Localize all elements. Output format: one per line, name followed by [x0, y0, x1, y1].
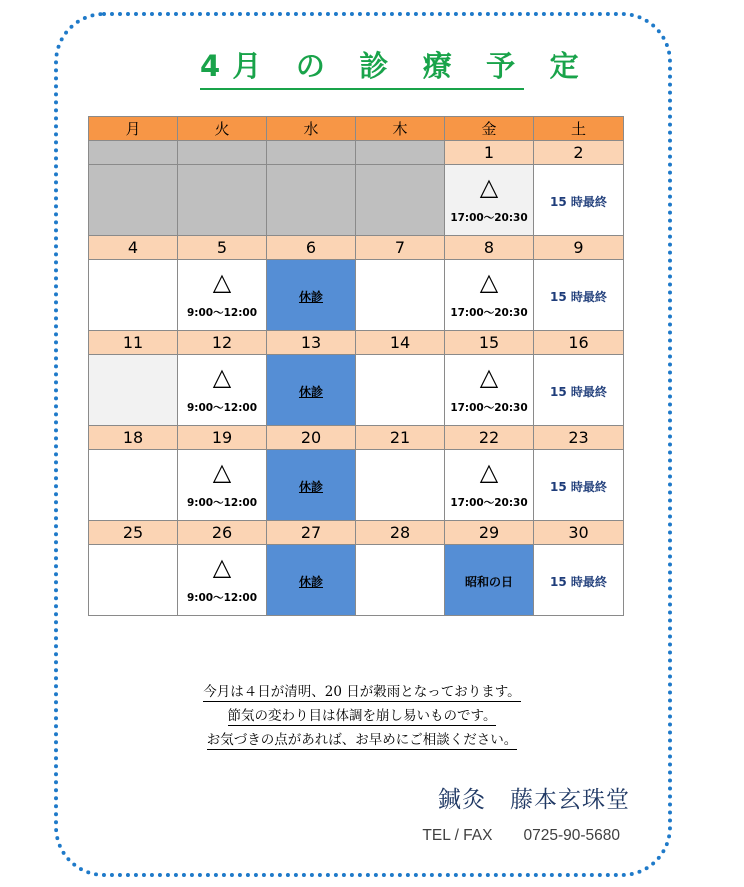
- saturday-last-entry: 15 時最終: [550, 194, 607, 209]
- weekday-wed: 水: [267, 117, 356, 141]
- schedule-cell: [178, 450, 267, 521]
- schedule-cell: [445, 450, 534, 521]
- date-cell: 23: [534, 426, 624, 450]
- date-cell: 25: [89, 521, 178, 545]
- date-cell: 29: [445, 521, 534, 545]
- date-cell: 4: [89, 236, 178, 260]
- date-cell: 8: [445, 236, 534, 260]
- partial-hours-triangle: △: [212, 267, 232, 296]
- schedule-row: [89, 260, 624, 331]
- hours-text: 17:00～20:30: [450, 306, 528, 319]
- schedule-cell: [445, 260, 534, 331]
- schedule-row: [89, 450, 624, 521]
- date-cell: 20: [267, 426, 356, 450]
- schedule-cell: [267, 260, 356, 331]
- page-title: 4月 の 診 療 予 定: [200, 49, 591, 83]
- date-cell: 15: [445, 331, 534, 355]
- schedule-cell: [178, 165, 267, 236]
- notice-line-2: 節気の変わり目は体調を崩し易いものです。: [227, 708, 497, 724]
- weekday-mon: 月: [89, 117, 178, 141]
- hours-text: 9:00～12:00: [186, 496, 258, 509]
- schedule-cell: [356, 355, 445, 426]
- hours-text: 17:00～20:30: [450, 401, 528, 414]
- date-cell: 11: [89, 331, 178, 355]
- partial-hours-triangle: △: [479, 267, 499, 296]
- schedule-cell: [178, 260, 267, 331]
- schedule-cell: [178, 545, 267, 616]
- date-cell: 1: [445, 141, 534, 165]
- title-underline: [200, 88, 524, 90]
- partial-hours-triangle: △: [212, 457, 232, 486]
- schedule-calendar: [88, 116, 624, 616]
- date-row: [89, 236, 624, 260]
- schedule-cell: [534, 165, 624, 236]
- partial-hours-triangle: △: [479, 362, 499, 391]
- hours-text: 9:00～12:00: [186, 591, 258, 604]
- date-cell: 12: [178, 331, 267, 355]
- hours-text: 9:00～12:00: [186, 306, 258, 319]
- partial-hours-triangle: △: [212, 552, 232, 581]
- schedule-cell: [534, 260, 624, 331]
- date-cell: 16: [534, 331, 624, 355]
- saturday-last-entry: 15 時最終: [550, 289, 607, 304]
- notice-line-1: 今月は４日が清明、20 日が穀雨となっております。: [203, 684, 521, 700]
- saturday-last-entry: 15 時最終: [550, 384, 607, 399]
- date-row: [89, 426, 624, 450]
- hours-text: 17:00～20:30: [450, 211, 528, 224]
- schedule-cell: [267, 450, 356, 521]
- date-cell: 6: [267, 236, 356, 260]
- date-row: [89, 331, 624, 355]
- date-cell: 27: [267, 521, 356, 545]
- date-cell: [356, 141, 445, 165]
- date-row: [89, 521, 624, 545]
- date-cell: 5: [178, 236, 267, 260]
- date-cell: 7: [356, 236, 445, 260]
- schedule-cell: [267, 545, 356, 616]
- date-cell: [267, 141, 356, 165]
- notice-line-3: お気づきの点があれば、お早めにご相談ください。: [206, 732, 518, 748]
- date-cell: 19: [178, 426, 267, 450]
- schedule-cell: [356, 545, 445, 616]
- schedule-cell: [534, 545, 624, 616]
- partial-hours-triangle: △: [212, 362, 232, 391]
- closed-label: 休診: [298, 384, 323, 399]
- date-cell: 22: [445, 426, 534, 450]
- date-cell: 30: [534, 521, 624, 545]
- date-cell: 2: [534, 141, 624, 165]
- date-cell: [89, 141, 178, 165]
- hours-text: 17:00～20:30: [450, 496, 528, 509]
- saturday-last-entry: 15 時最終: [550, 574, 607, 589]
- tel-fax: TEL / FAX 0725-90-5680: [422, 827, 620, 844]
- schedule-cell: [89, 355, 178, 426]
- schedule-cell: [267, 355, 356, 426]
- clinic-name: 鍼灸 藤本玄珠堂: [438, 787, 630, 813]
- partial-hours-triangle: △: [479, 172, 499, 201]
- schedule-cell: [356, 165, 445, 236]
- schedule-cell: [445, 355, 534, 426]
- schedule-cell: [178, 355, 267, 426]
- holiday-label: 昭和の日: [464, 574, 513, 589]
- date-cell: 26: [178, 521, 267, 545]
- date-cell: 9: [534, 236, 624, 260]
- schedule-cell: [445, 165, 534, 236]
- closed-label: 休診: [298, 574, 323, 589]
- closed-label: 休診: [298, 289, 323, 304]
- weekday-sat: 土: [534, 117, 624, 141]
- schedule-row: [89, 165, 624, 236]
- schedule-cell: [534, 355, 624, 426]
- date-row: [89, 141, 624, 165]
- schedule-cell: [534, 450, 624, 521]
- schedule-cell: [89, 165, 178, 236]
- date-cell: 21: [356, 426, 445, 450]
- schedule-cell: [356, 450, 445, 521]
- schedule-cell: [89, 545, 178, 616]
- weekday-tue: 火: [178, 117, 267, 141]
- weekday-thu: 木: [356, 117, 445, 141]
- hours-text: 9:00～12:00: [186, 401, 258, 414]
- saturday-last-entry: 15 時最終: [550, 479, 607, 494]
- schedule-cell: [356, 260, 445, 331]
- weekday-fri: 金: [445, 117, 534, 141]
- schedule-row: [89, 355, 624, 426]
- date-cell: 13: [267, 331, 356, 355]
- weekday-header-row: [89, 117, 624, 141]
- date-cell: 18: [89, 426, 178, 450]
- schedule-cell: [89, 260, 178, 331]
- closed-label: 休診: [298, 479, 323, 494]
- schedule-row: [89, 545, 624, 616]
- date-cell: 14: [356, 331, 445, 355]
- date-cell: 28: [356, 521, 445, 545]
- schedule-cell: [267, 165, 356, 236]
- date-cell: [178, 141, 267, 165]
- partial-hours-triangle: △: [479, 457, 499, 486]
- schedule-cell: [445, 545, 534, 616]
- schedule-cell: [89, 450, 178, 521]
